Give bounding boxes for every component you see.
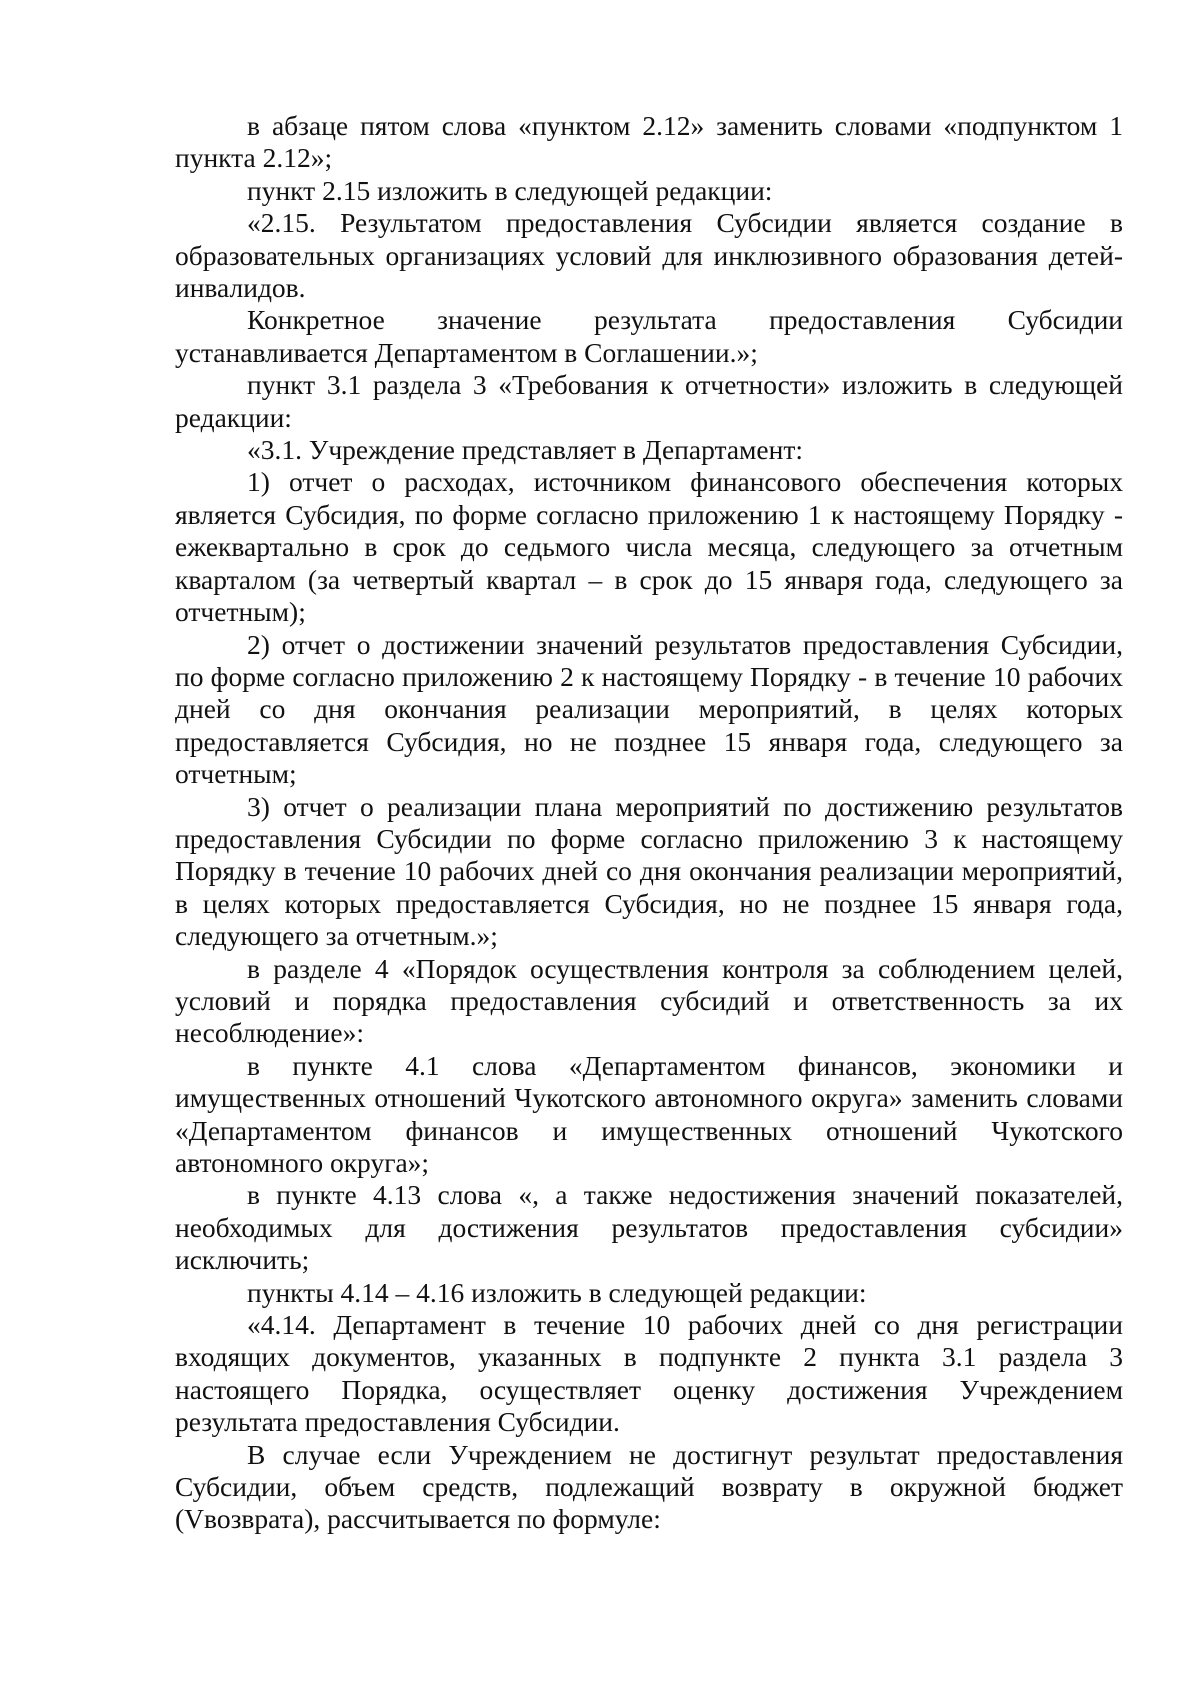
paragraph-punkt-4-14-text: «4.14. Департамент в течение 10 рабочих дней со дня регистрации входящих документов, указанных в подпункте 2 пункта 3.1 раздела 3 настоящего Порядка, осуществляет оценку достижения Учреждением результата предоставления Субсидии. — [175, 1309, 1123, 1438]
paragraph-punkt-2-15-intro: пункт 2.15 изложить в следующей редакции: — [247, 174, 773, 206]
paragraph-punkt-2-15-text: «2.15. Результатом предоставления Субсидии является создание в образовательных организациях условий для инклюзивного образования детей-инвалидов. — [175, 207, 1123, 304]
paragraph-punkt-3-1-intro: пункт 3.1 раздела 3 «Требования к отчетности» изложить в следующей редакции: — [175, 369, 1123, 433]
paragraph-report-2: 2) отчет о достижении значений результатов предоставления Субсидии, по форме согласно приложению 2 к настоящему Порядку - в течение 10 рабочих дней со дня окончания реализации мероприятий, в целях которых предоставляется Субсидия, но не позднее 15 января года, следующего за отчетным; — [175, 628, 1123, 790]
paragraph-konkretnoe-znachenie: Конкретное значение результата предоставления Субсидии устанавливается Департаментом в Соглашении.»; — [175, 304, 1123, 368]
paragraph-amend-abzac-5: в абзаце пятом слова «пунктом 2.12» заменить словами «подпунктом 1 пункта 2.12»; — [175, 110, 1123, 174]
document-page — [175, 110, 1123, 1536]
paragraph-punkt-4-1: в пункте 4.1 слова «Департаментом финансов, экономики и имущественных отношений Чукотского автономного округа» заменить словами «Департаментом финансов и имущественных отношений Чукотского автономного округа»; — [175, 1049, 1123, 1178]
paragraph-report-1: 1) отчет о расходах, источником финансового обеспечения которых является Субсидия, по форме согласно приложению 1 к настоящему Порядку - ежеквартально в срок до седьмого числа месяца, следующего за отчетным кварталом (за четвертый квартал – в срок до 15 января года, следующего за отчетным); — [175, 466, 1123, 628]
paragraph-punkt-4-13: в пункте 4.13 слова «, а также недостижения значений показателей, необходимых для достижения результатов предоставления субсидии» исключить; — [175, 1179, 1123, 1276]
paragraph-punkt-3-1-text: «3.1. Учреждение представляет в Департамент: — [247, 434, 804, 466]
paragraph-vozvrat-formula-intro: В случае если Учреждением не достигнут результат предоставления Субсидии, объем средств, подлежащий возврату в окружной бюджет (Vвозврата), рассчитывается по формуле: — [175, 1438, 1123, 1535]
paragraph-razdel-4-intro: в разделе 4 «Порядок осуществления контроля за соблюдением целей, условий и порядка предоставления субсидий и ответственность за их несоблюдение»: — [175, 952, 1123, 1049]
paragraph-punkty-4-14-4-16-intro: пункты 4.14 – 4.16 изложить в следующей редакции: — [247, 1276, 867, 1308]
paragraph-report-3: 3) отчет о реализации плана мероприятий по достижению результатов предоставления Субсидии по форме согласно приложению 3 к настоящему Порядку в течение 10 рабочих дней со дня окончания реализации мероприятий, в целях которых предоставляется Субсидия, но не позднее 15 января года, следующего за отчетным.»; — [175, 790, 1123, 952]
